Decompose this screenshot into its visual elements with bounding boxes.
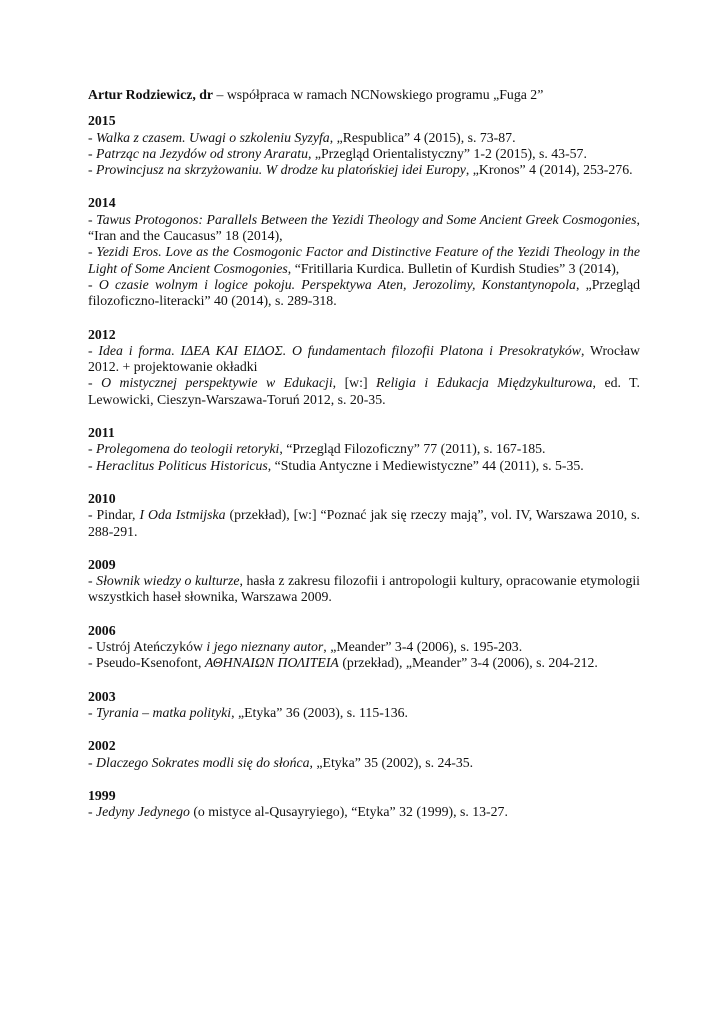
entry-text: , [w:] xyxy=(332,375,377,391)
year-heading: 2011 xyxy=(88,425,115,441)
entry-title-text: Yezidi Eros. Love as the Cosmogonic Factor and Distinctive Feature of the Yezidi Theology in the Light of Some Ancient Cosmogonies xyxy=(88,244,641,276)
entry-title-text: Heraclitus Politicus Historicus xyxy=(96,457,268,473)
publication-list xyxy=(88,113,640,820)
publication-entry xyxy=(88,804,640,820)
publication-entry xyxy=(88,441,640,457)
entry-text: , „Etyka” 36 (2003), s. 115-136. xyxy=(231,704,408,720)
entry-text: , ed. T. Lewowicki, Cieszyn-Warszawa-Toruń 2012, s. 20-35. xyxy=(88,375,640,407)
publication-entry xyxy=(88,277,640,310)
entry-title-text: I Oda Istmijska xyxy=(139,507,226,523)
author-header xyxy=(88,87,640,103)
entry-title-text: O czasie wolnym i logice pokoju. Perspektywa Aten, Jerozolimy, Konstantynopola xyxy=(98,276,576,292)
entry-title-text: Patrząc na Jezydów od strony Araratu xyxy=(96,145,308,161)
author-name: Artur Rodziewicz, dr xyxy=(88,87,214,102)
entry-text: - xyxy=(88,375,102,391)
entry-text: - xyxy=(88,244,97,260)
entry-text: - xyxy=(88,276,99,292)
entry-title-text: Prolegomena do teologii retoryki xyxy=(96,441,280,457)
publication-entry xyxy=(88,130,640,146)
year-heading: 2015 xyxy=(88,113,116,129)
entry-text: , “Studia Antyczne i Mediewistyczne” 44 (2011), s. 5-35. xyxy=(267,457,584,473)
publication-entry xyxy=(88,212,640,245)
entry-text: (o mistyce al-Qusayryiego), “Etyka” 32 (1999), s. 13-27. xyxy=(189,804,508,820)
year-section xyxy=(88,689,640,722)
publication-entry xyxy=(88,343,640,376)
entry-text: (przekład), [w:] “Poznać jak się rzeczy mają”, vol. IV, Warszawa 2010, s. 288-291. xyxy=(88,507,640,539)
entry-title-text: Walka z czasem. Uwagi o szkoleniu Syzyfa xyxy=(96,129,330,145)
year-section xyxy=(88,557,640,606)
entry-text: , hasła z zakresu filozofii i antropologii kultury, opracowanie etymologii wszystkich haseł słownika, Warszawa 2009. xyxy=(88,573,641,605)
publication-entry xyxy=(88,458,640,474)
year-heading: 2003 xyxy=(88,688,116,704)
entry-text: , „Przegląd filozoficzno-literacki” 40 (2014), s. 289-318. xyxy=(88,276,640,309)
entry-title-text: ΑΘΗΝΑΙΩΝ ΠΟΛΙΤΕΙΑ xyxy=(204,655,339,671)
entry-title-text: Tyrania – matka polityki xyxy=(96,704,232,720)
publication-entry xyxy=(88,507,640,540)
entry-text: - xyxy=(88,162,97,178)
year-section xyxy=(88,425,640,474)
entry-title-text: Tawus Protogonos: Parallels Between the Yezidi Theology and Some Ancient Greek Cosmogonies xyxy=(96,211,637,227)
entry-title-text: Religia i Edukacja Międzykulturowa xyxy=(376,375,593,391)
year-section xyxy=(88,327,640,408)
author-affiliation: – współpraca w ramach NCNowskiego programu „Fuga 2” xyxy=(213,87,544,102)
entry-text: , „Etyka” 35 (2002), s. 24-35. xyxy=(309,754,474,770)
entry-title-text: Słownik wiedzy o kulturze xyxy=(96,573,240,589)
publication-entry xyxy=(88,755,640,771)
entry-text: , Wrocław 2012. + projektowanie okładki xyxy=(88,342,641,375)
entry-text: - xyxy=(88,573,97,589)
year-section xyxy=(88,195,640,309)
entry-text: - xyxy=(88,754,97,770)
publication-entry xyxy=(88,244,640,277)
entry-title-text: Prowincjusz na skrzyżowaniu. W drodze ku platońskiej idei Europy xyxy=(96,162,466,178)
year-heading: 1999 xyxy=(88,787,116,803)
entry-title-text: i jego nieznany autor xyxy=(206,639,324,655)
entry-text: - Pseudo-Ksenofont, xyxy=(88,655,205,671)
entry-title-text: O mistycznej perspektywie w Edukacji xyxy=(101,375,333,391)
year-section xyxy=(88,113,640,178)
publication-entry xyxy=(88,146,640,162)
entry-text: - xyxy=(88,145,97,161)
publication-entry xyxy=(88,375,640,408)
entry-text: (przekład) xyxy=(338,655,400,671)
entry-text: - xyxy=(88,457,97,473)
publication-entry xyxy=(88,639,640,655)
entry-text: - Pindar, xyxy=(88,507,140,523)
entry-title-text: Dlaczego Sokrates modli się do słońca xyxy=(96,754,310,770)
year-heading: 2010 xyxy=(88,490,116,506)
entry-text: , „Kronos” 4 (2014), 253-276. xyxy=(465,162,633,178)
year-heading: 2006 xyxy=(88,622,116,638)
year-heading: 2012 xyxy=(88,326,116,342)
entry-text: - Ustrój Ateńczyków xyxy=(88,639,207,655)
year-heading: 2009 xyxy=(88,556,116,572)
entry-text: - xyxy=(88,804,97,820)
entry-title-text: , xyxy=(399,655,403,671)
publication-entry xyxy=(88,162,640,178)
entry-text: - xyxy=(88,342,99,358)
year-section xyxy=(88,623,640,672)
year-heading: 2002 xyxy=(88,738,116,754)
entry-text: - xyxy=(88,211,97,227)
entry-text: - xyxy=(88,441,97,457)
entry-text: , “Iran and the Caucasus” 18 (2014), xyxy=(88,211,640,244)
entry-text: , “Fritillaria Kurdica. Bulletin of Kurdish Studies” 3 (2014), xyxy=(287,260,620,276)
publication-entry xyxy=(88,573,640,606)
publication-entry xyxy=(88,705,640,721)
entry-text: , „Respublica” 4 (2015), s. 73-87. xyxy=(329,129,516,145)
entry-text: , “Przegląd Filozoficzny” 77 (2011), s. 167-185. xyxy=(279,441,546,457)
entry-title-text: Idea i forma. ΙΔΕΑ ΚΑΙ ΕΙΔΟΣ. O fundamentach filozofii Platona i Presokratyków xyxy=(98,342,581,358)
entry-text: , „Meander” 3-4 (2006), s. 195-203. xyxy=(323,639,523,655)
year-section xyxy=(88,788,640,821)
entry-text: - xyxy=(88,129,97,145)
entry-text: - xyxy=(88,704,97,720)
document-page xyxy=(88,87,640,837)
entry-text: , „Przegląd Orientalistyczny” 1-2 (2015), s. 43-57. xyxy=(307,145,587,161)
entry-title-text: Jedyny Jedynego xyxy=(96,804,190,820)
entry-text: „Meander” 3-4 (2006), s. 204-212. xyxy=(402,655,598,671)
year-heading: 2014 xyxy=(88,195,116,211)
publication-entry xyxy=(88,655,640,671)
year-section xyxy=(88,738,640,771)
year-section xyxy=(88,491,640,540)
